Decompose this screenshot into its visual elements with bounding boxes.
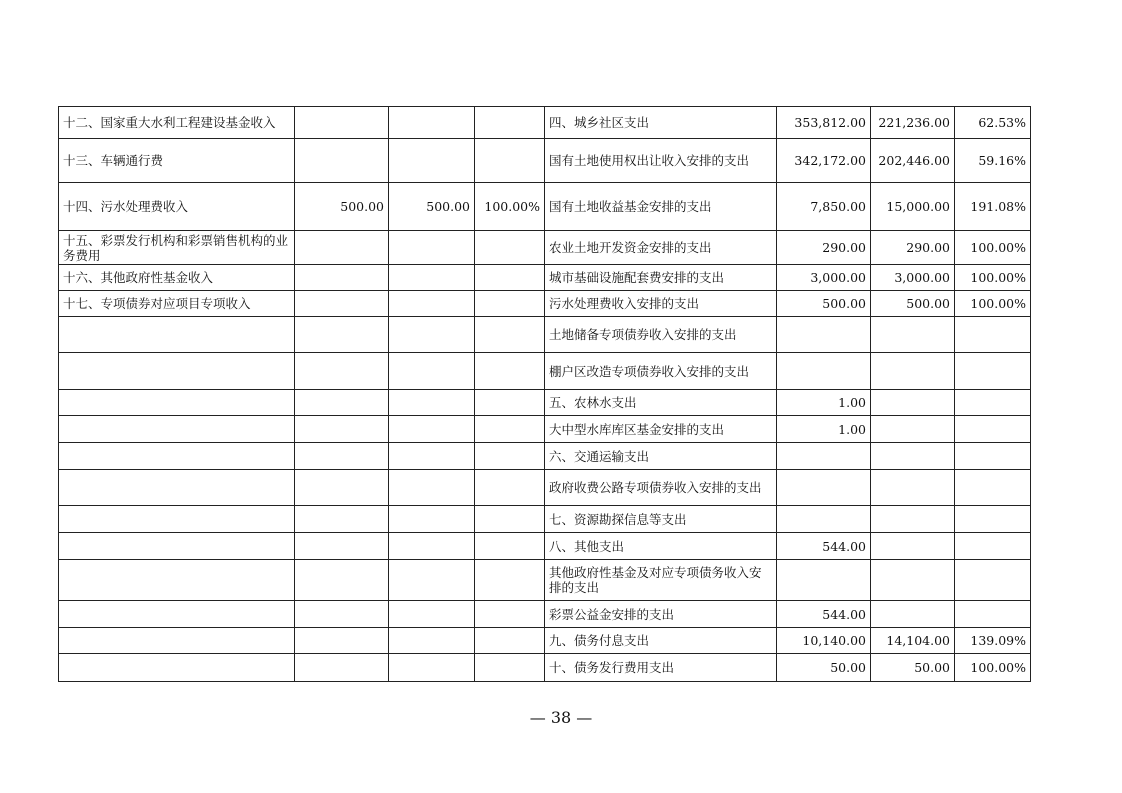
left-actual-value [389, 628, 475, 654]
left-budget-value [295, 506, 389, 533]
left-item-label: 十二、国家重大水利工程建设基金收入 [59, 107, 295, 139]
left-actual-value [389, 506, 475, 533]
left-budget-value [295, 533, 389, 560]
left-completion-percent [475, 416, 545, 443]
right-budget-value: 7,850.00 [777, 183, 871, 231]
left-item-label [59, 470, 295, 506]
right-item-label: 国有土地收益基金安排的支出 [545, 183, 777, 231]
table-row [59, 601, 1031, 628]
right-actual-value: 500.00 [871, 291, 955, 317]
right-item-label: 大中型水库库区基金安排的支出 [545, 416, 777, 443]
right-completion-percent: 100.00% [955, 291, 1031, 317]
right-completion-percent [955, 443, 1031, 470]
right-budget-value [777, 317, 871, 353]
right-completion-percent [955, 506, 1031, 533]
right-completion-percent: 100.00% [955, 231, 1031, 265]
table-row [59, 506, 1031, 533]
right-budget-value [777, 353, 871, 390]
right-actual-value: 14,104.00 [871, 628, 955, 654]
table-row [59, 353, 1031, 390]
left-completion-percent [475, 390, 545, 416]
left-budget-value [295, 231, 389, 265]
right-actual-value [871, 470, 955, 506]
right-budget-value: 1.00 [777, 416, 871, 443]
right-actual-value: 15,000.00 [871, 183, 955, 231]
right-item-label: 国有土地使用权出让收入安排的支出 [545, 139, 777, 183]
right-actual-value: 3,000.00 [871, 265, 955, 291]
left-budget-value [295, 139, 389, 183]
left-budget-value [295, 291, 389, 317]
right-budget-value [777, 506, 871, 533]
left-budget-value [295, 601, 389, 628]
left-completion-percent [475, 291, 545, 317]
left-item-label: 十四、污水处理费收入 [59, 183, 295, 231]
left-item-label [59, 317, 295, 353]
right-item-label: 彩票公益金安排的支出 [545, 601, 777, 628]
right-budget-value: 50.00 [777, 654, 871, 682]
left-completion-percent [475, 628, 545, 654]
left-actual-value [389, 601, 475, 628]
right-item-label: 其他政府性基金及对应专项债务收入安排的支出 [545, 560, 777, 601]
left-actual-value [389, 265, 475, 291]
left-actual-value [389, 291, 475, 317]
right-budget-value [777, 560, 871, 601]
left-actual-value [389, 231, 475, 265]
left-budget-value [295, 560, 389, 601]
left-item-label [59, 443, 295, 470]
right-actual-value [871, 317, 955, 353]
right-completion-percent [955, 317, 1031, 353]
right-budget-value [777, 470, 871, 506]
right-actual-value [871, 353, 955, 390]
left-actual-value [389, 533, 475, 560]
right-completion-percent: 100.00% [955, 654, 1031, 682]
left-budget-value [295, 443, 389, 470]
left-completion-percent [475, 353, 545, 390]
right-actual-value [871, 560, 955, 601]
table-row [59, 560, 1031, 601]
right-item-label: 土地储备专项债券收入安排的支出 [545, 317, 777, 353]
right-item-label: 十、债务发行费用支出 [545, 654, 777, 682]
right-budget-value: 342,172.00 [777, 139, 871, 183]
right-completion-percent [955, 601, 1031, 628]
right-budget-value: 1.00 [777, 390, 871, 416]
right-actual-value [871, 443, 955, 470]
left-completion-percent [475, 231, 545, 265]
right-completion-percent [955, 560, 1031, 601]
left-item-label [59, 506, 295, 533]
right-item-label: 政府收费公路专项债券收入安排的支出 [545, 470, 777, 506]
left-actual-value [389, 560, 475, 601]
right-budget-value: 290.00 [777, 231, 871, 265]
left-budget-value: 500.00 [295, 183, 389, 231]
right-budget-value: 500.00 [777, 291, 871, 317]
left-actual-value [389, 390, 475, 416]
left-actual-value [389, 443, 475, 470]
right-completion-percent: 59.16% [955, 139, 1031, 183]
left-completion-percent [475, 265, 545, 291]
right-completion-percent: 62.53% [955, 107, 1031, 139]
right-actual-value: 290.00 [871, 231, 955, 265]
left-actual-value [389, 416, 475, 443]
right-completion-percent [955, 353, 1031, 390]
left-budget-value [295, 628, 389, 654]
right-item-label: 八、其他支出 [545, 533, 777, 560]
left-actual-value [389, 107, 475, 139]
table-row [59, 443, 1031, 470]
left-completion-percent [475, 654, 545, 682]
table-row [59, 139, 1031, 183]
left-completion-percent [475, 560, 545, 601]
right-budget-value: 10,140.00 [777, 628, 871, 654]
right-completion-percent [955, 470, 1031, 506]
left-actual-value [389, 317, 475, 353]
left-actual-value [389, 353, 475, 390]
page-number: — 38 — [529, 708, 593, 727]
table-row [59, 654, 1031, 682]
right-actual-value [871, 390, 955, 416]
right-completion-percent [955, 533, 1031, 560]
left-item-label [59, 390, 295, 416]
left-actual-value [389, 139, 475, 183]
table-row [59, 231, 1031, 265]
right-actual-value: 221,236.00 [871, 107, 955, 139]
right-budget-value: 544.00 [777, 533, 871, 560]
left-completion-percent [475, 601, 545, 628]
left-budget-value [295, 470, 389, 506]
right-actual-value: 50.00 [871, 654, 955, 682]
left-actual-value: 500.00 [389, 183, 475, 231]
left-budget-value [295, 107, 389, 139]
left-completion-percent [475, 506, 545, 533]
left-completion-percent [475, 533, 545, 560]
table-row [59, 470, 1031, 506]
table-row [59, 390, 1031, 416]
right-actual-value [871, 506, 955, 533]
left-budget-value [295, 353, 389, 390]
left-item-label [59, 416, 295, 443]
right-completion-percent: 191.08% [955, 183, 1031, 231]
right-item-label: 棚户区改造专项债券收入安排的支出 [545, 353, 777, 390]
table-row [59, 317, 1031, 353]
left-item-label: 十五、彩票发行机构和彩票销售机构的业务费用 [59, 231, 295, 265]
left-item-label [59, 654, 295, 682]
right-item-label: 四、城乡社区支出 [545, 107, 777, 139]
table-row [59, 291, 1031, 317]
left-completion-percent: 100.00% [475, 183, 545, 231]
left-completion-percent [475, 139, 545, 183]
left-completion-percent [475, 470, 545, 506]
right-completion-percent [955, 390, 1031, 416]
table-row [59, 416, 1031, 443]
right-item-label: 污水处理费收入安排的支出 [545, 291, 777, 317]
table-row [59, 265, 1031, 291]
right-item-label: 七、资源勘探信息等支出 [545, 506, 777, 533]
left-item-label [59, 628, 295, 654]
right-completion-percent: 100.00% [955, 265, 1031, 291]
right-item-label: 五、农林水支出 [545, 390, 777, 416]
right-actual-value [871, 601, 955, 628]
left-budget-value [295, 654, 389, 682]
left-budget-value [295, 317, 389, 353]
right-completion-percent [955, 416, 1031, 443]
right-budget-value [777, 443, 871, 470]
right-completion-percent: 139.09% [955, 628, 1031, 654]
right-item-label: 城市基础设施配套费安排的支出 [545, 265, 777, 291]
table-row [59, 533, 1031, 560]
left-budget-value [295, 416, 389, 443]
left-item-label [59, 560, 295, 601]
table-row [59, 628, 1031, 654]
table-row [59, 183, 1031, 231]
budget-table [58, 106, 1031, 682]
right-item-label: 农业土地开发资金安排的支出 [545, 231, 777, 265]
right-budget-value: 544.00 [777, 601, 871, 628]
right-budget-value: 353,812.00 [777, 107, 871, 139]
left-actual-value [389, 470, 475, 506]
left-completion-percent [475, 443, 545, 470]
right-budget-value: 3,000.00 [777, 265, 871, 291]
right-item-label: 九、债务付息支出 [545, 628, 777, 654]
left-completion-percent [475, 317, 545, 353]
right-item-label: 六、交通运输支出 [545, 443, 777, 470]
left-budget-value [295, 265, 389, 291]
right-actual-value: 202,446.00 [871, 139, 955, 183]
left-item-label: 十三、车辆通行费 [59, 139, 295, 183]
left-item-label: 十七、专项债券对应项目专项收入 [59, 291, 295, 317]
left-completion-percent [475, 107, 545, 139]
left-actual-value [389, 654, 475, 682]
left-item-label [59, 601, 295, 628]
table-row [59, 107, 1031, 139]
left-budget-value [295, 390, 389, 416]
right-actual-value [871, 416, 955, 443]
left-item-label [59, 533, 295, 560]
right-actual-value [871, 533, 955, 560]
left-item-label: 十六、其他政府性基金收入 [59, 265, 295, 291]
left-item-label [59, 353, 295, 390]
